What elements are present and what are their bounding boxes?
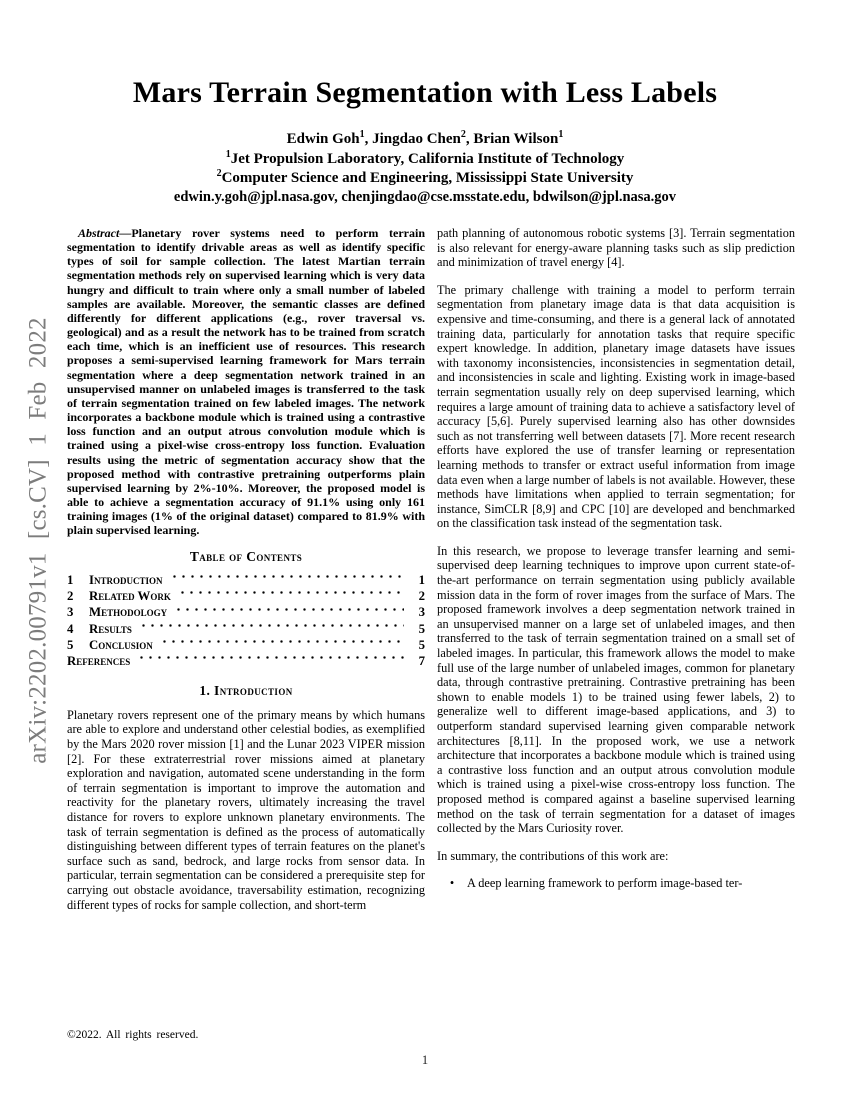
toc-leader-dots [170, 575, 405, 588]
contribution-bullet-text: • A deep learning framework to perform image-based ter- [467, 876, 743, 891]
author-emails: edwin.y.goh@jpl.nasa.gov, chenjingdao@cse.msstate.edu, bdwilson@jpl.nasa.gov [173, 189, 677, 205]
toc-page-number: 7 [418, 654, 425, 669]
section-heading-introduction: 1. Introduction [199, 683, 293, 699]
toc-num: 3 [67, 605, 74, 620]
body-paragraph-3: In this research, we propose to leverage transfer learning and semi-supervised deep learning techniques to improve upon current state-of-the-art performance on terrain segmentation using publicly available mission data in the form of rover images from the surface of Mars. The proposed framework involves a deep segmentation network trained in an unsupervised manner on a large set of unlabeled images, and then transferred to the task of terrain segmentation trained on a small set of labeled images. In particular, this framework allows the model to make full use of the large number of unlabeled images, common for planetary data, through contrastive pretraining. Contrastive pretraining has been shown to enable models 1) to be trained using fewer labels, 2) to generalize well to different image-based applications, and 3) to outperform standard supervised learning given comparable network architectures [8,11]. In the proposed work, we use a network architecture that incorporates a backbone module which is trained using a contrastive loss function and an output atrous convolution module which is trained using a pixel-wise cross-entropy loss function. The proposed method is compared against a baseline supervised learning method on the task of terrain segmentation for a dataset of images collected by the Mars Curiosity rover. [437, 543, 795, 836]
toc-leader-dots [139, 624, 404, 637]
toc-page-number: 5 [418, 621, 425, 636]
author-3-affiliation-mark: 1 [558, 129, 564, 140]
abstract-label: Abstract— [78, 226, 132, 240]
body-paragraph-4: In summary, the contributions of this work are: [437, 848, 669, 863]
body-paragraph-2: The primary challenge with training a model to perform terrain segmentation from planetary image data is that data acquisition is expensive and time-consuming, and there is a general lack of annotated training data, particularly for annotation tasks that require specific expert knowledge. In addition, planetary image datasets have issues with taxonomy inconsistencies, inconsistencies in segmentation detail, and inconsistencies in scale and lighting. Existing work in image-based terrain segmentation usually rely on deep supervised learning, which requires a large amount of training data to achieve a satisfactory level of accuracy [5,6]. Purely supervised learning also has other downsides such as not transferring well between datasets [7]. More recent research efforts have explored the use of transfer learning or representation learning methods to transfer or extract useful information from image data even when a large number of labels is not available. However, these methods have limitations when applied to terrain segmentation; for instance, SimCLR [8,9] and CPC [10] are developed and benchmarked on the classification task instead of the segmentation task. [437, 282, 795, 531]
toc-label: Introduction [89, 573, 163, 588]
toc-label: References [67, 654, 131, 669]
affiliation-1: $^1$Jet Propulsion Laboratory, California Institute of Technology [225, 149, 625, 167]
toc-label: Methodology [89, 605, 168, 620]
author-2: Jingdao Chen$^2$, [372, 129, 474, 147]
toc-title: Table of Contents [189, 549, 303, 565]
arxiv-watermark: arXiv:2202.00791v1 [cs.CV] 1 Feb 2022 [24, 317, 52, 764]
toc-leader-dots [160, 640, 404, 653]
toc-leader-dots [137, 656, 404, 669]
abstract-paragraph [67, 226, 425, 537]
toc-leader-dots [178, 591, 404, 604]
intro-paragraph-left: Planetary rovers represent one of the primary means by which humans are able to explore and understand other celestial bodies, as exemplified by the Mars 2020 rover mission [1] and the Lunar 2023 VIPER mission [2]. For these extraterrestrial rover missions aimed at planetary exploration and navigation, automated scene understanding in the form of terrain segmentation is important to improve the automation and reactivity for the planetary rovers, ultimately increasing the travel distance for rovers to explore unknown planetary environments. The task of terrain segmentation is defined as the process of automatically distinguishing between different types of terrain features on the planet's surface such as sand, bedrock, and large rocks from sensor data. In particular, terrain segmentation can be considered a prerequisite step for carrying out obstacle avoidance, traversability estimation, recognizing different types of rocks for sample collection, and short-term [67, 707, 425, 912]
author-1: Edwin Goh$^1$, [286, 129, 373, 147]
affiliation-2: $^2$Computer Science and Engineering, Mississippi State University [216, 168, 634, 186]
affiliation-2-mark: 2 [216, 168, 222, 179]
author-2-affiliation-mark: 2 [460, 129, 466, 140]
toc-leader-dots [174, 608, 404, 621]
toc-num: 4 [67, 621, 74, 636]
left-column [67, 226, 425, 925]
page-number: 1 [421, 1053, 429, 1067]
toc-row-results [67, 621, 425, 637]
toc-num: 1 [67, 573, 74, 588]
right-column [437, 226, 795, 891]
toc-label: Results [89, 621, 132, 636]
toc-page-number: 5 [418, 637, 425, 652]
toc-label: Conclusion [89, 637, 153, 652]
toc-num: 2 [67, 589, 74, 604]
abstract-text: Planetary rover systems need to perform terrain segmentation to identify drivable areas as well as identify specific types of soil for sample collection. The latest Martian terrain segmentation methods rely on supervised learning which is very data hungry and difficult to train where only a small number of labeled samples are available. Moreover, the semantic classes are defined differently for different applications (e.g., rover traversal vs. geological) and as a result the network has to be trained from scratch each time, which is an inefficient use of resources. This research proposes a semi-supervised learning framework for Mars terrain segmentation where a deep segmentation network trained in an unsupervised manner on unlabeled images is transferred to the task of terrain segmentation trained on few labeled images. The network incorporates a backbone module which is trained using a contrastive loss function and an output atrous convolution module which is trained using a pixel-wise cross-entropy loss function. Evaluation results using the metric of segmentation accuracy show that the proposed method with contrastive pretraining outperforms plain supervised learning by 2%-10%. Moreover, the proposed model is able to achieve a segmentation accuracy of 91.1% using only 161 training images (1% of the original dataset) compared to 81.9% with plain supervised learning. [67, 226, 425, 538]
toc-label: Related Work [89, 589, 171, 604]
toc-row-related-work [67, 588, 425, 604]
toc-num: 5 [67, 637, 74, 652]
body-paragraph-1: path planning of autonomous robotic systems [3]. Terrain segmentation is also relevant for energy-aware planning tasks such as slip prediction and minimization of travel energy [4]. [437, 226, 795, 270]
toc-row-methodology [67, 604, 425, 620]
author-1-affiliation-mark: 1 [359, 129, 365, 140]
toc-page-number: 3 [418, 605, 425, 620]
authors-line [0, 131, 850, 148]
copyright-footnote: ©2022. All rights reserved. [67, 1029, 199, 1041]
toc-row-conclusion [67, 637, 425, 653]
toc-row-introduction [67, 572, 425, 588]
toc-row-references [67, 653, 425, 669]
contribution-bullet [437, 876, 795, 891]
toc-page-number: 1 [418, 573, 425, 588]
paper-title: Mars Terrain Segmentation with Less Labels [132, 76, 718, 109]
toc-page-number: 2 [418, 589, 425, 604]
author-3: Brian Wilson$^1$ [473, 129, 564, 147]
